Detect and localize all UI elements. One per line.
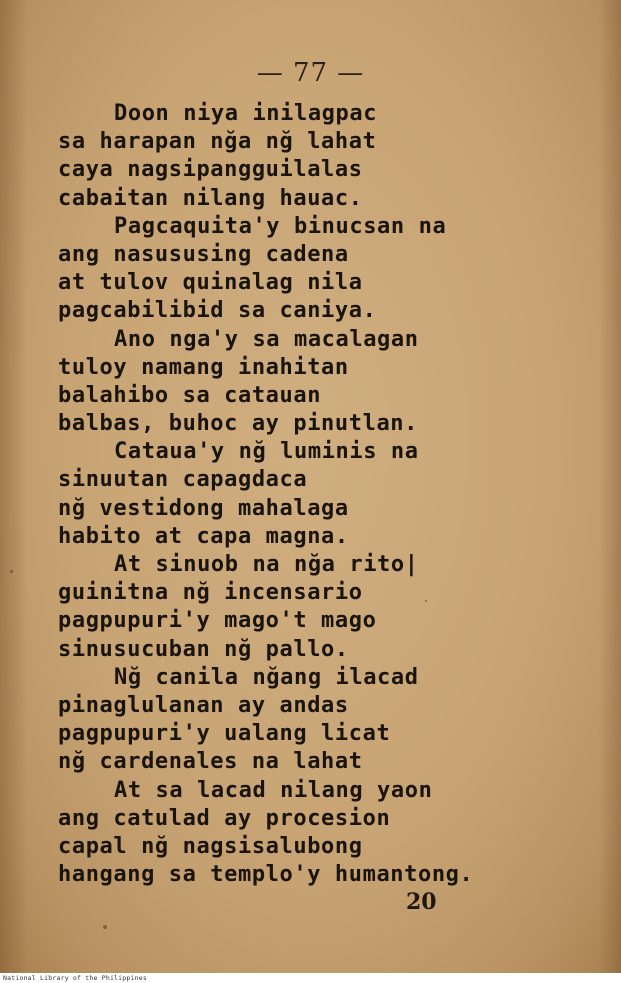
poem-line: Pagcaquita'y binucsan na [114, 213, 447, 239]
poem-line: hangang sa templo'y humantong. [58, 862, 474, 888]
poem-line: ang nasususing cadena [58, 241, 349, 267]
poem-line: pagpupuri'y mago't mago [58, 608, 377, 634]
page-edge-shadow-left [0, 0, 28, 973]
poem-line: At sa lacad nilang yaon [114, 777, 433, 803]
poem-line: Ano nga'y sa macalagan [114, 326, 419, 352]
poem-line: capal nğ nagsisalubong [58, 833, 363, 859]
poem-line: Cataua'y nğ luminis na [114, 439, 419, 465]
poem-line: pinaglulanan ay andas [58, 692, 349, 718]
poem-line: Nğ canila nğang ilacad [114, 664, 419, 690]
signature-mark: 20 [406, 889, 437, 915]
poem-line: habito at capa magna. [58, 523, 349, 549]
poem-line: cabaitan nilang hauac. [58, 185, 363, 211]
running-head-page-number: — 77 — [256, 58, 365, 88]
poem-line: nğ cardenales na lahat [58, 749, 363, 775]
poem-line: balbas, buhoc ay pinutlan. [58, 411, 418, 437]
paper-speck [10, 570, 13, 573]
poem-line: ang catulad ay procesion [58, 805, 391, 831]
poem-line: nğ vestidong mahalaga [58, 495, 349, 521]
poem-line: balahibo sa catauan [58, 382, 322, 408]
poem-line: sinusucuban nğ pallo. [58, 636, 349, 662]
page-edge-shadow-right [599, 0, 621, 973]
poem-line: tuloy namang inahitan [58, 354, 349, 380]
poem-line: pagcabilibid sa caniya. [58, 298, 377, 324]
poem-line: Doon niya inilagpac [114, 101, 378, 126]
footer-credit: National Library of the Philippines [3, 974, 147, 982]
poem-text-block [58, 100, 478, 889]
poem-line: at tulov quinalag nila [58, 270, 363, 296]
poem-line: guinitna nğ incensario [58, 580, 363, 606]
poem-line: caya nagsipangguilalas [58, 157, 363, 183]
poem-line: sa harapan nğa nğ lahat [58, 129, 377, 155]
poem-line: sinuutan capagdaca [58, 467, 308, 493]
poem-line: At sinuob na nğa rito| [114, 552, 419, 577]
paper-speck [103, 925, 107, 929]
paper-speck [425, 600, 427, 602]
poem-line: pagpupuri'y ualang licat [58, 721, 391, 747]
